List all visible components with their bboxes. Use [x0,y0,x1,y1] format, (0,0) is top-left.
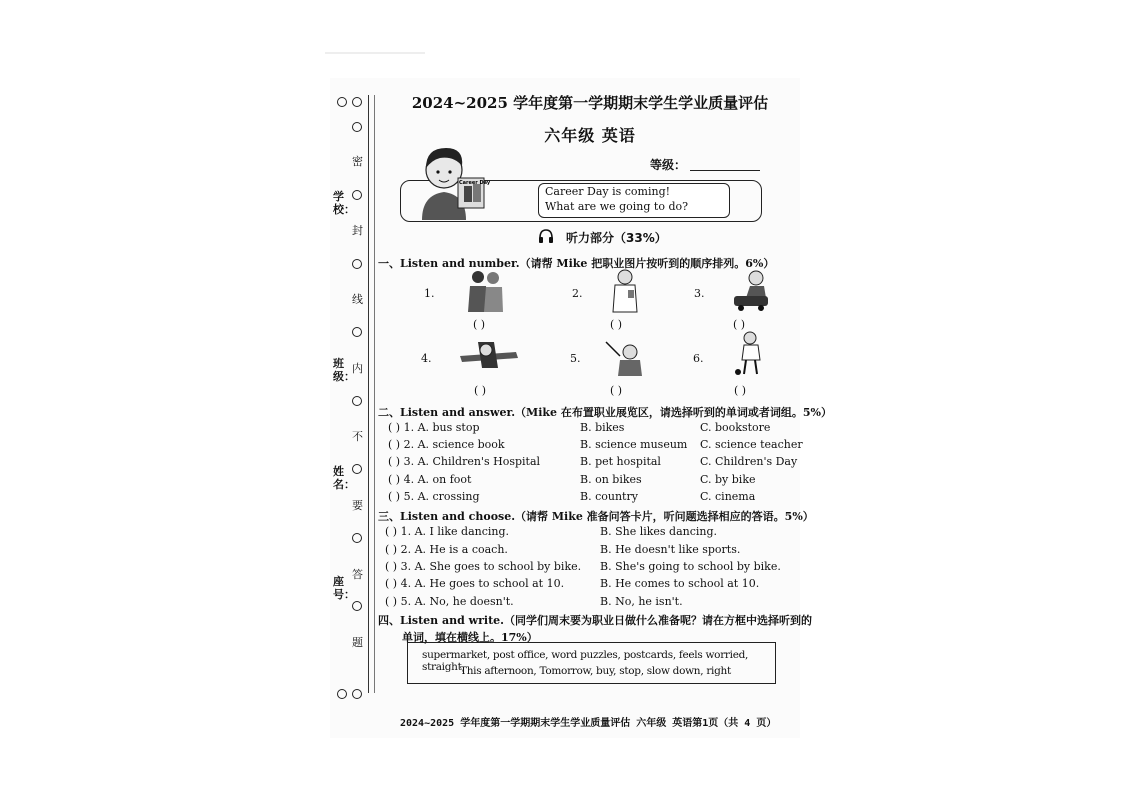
grade-field[interactable] [690,170,760,171]
binding-circle [352,396,362,406]
headphone-icon [538,228,554,244]
school-label: 学校： [333,190,355,216]
name-label: 姓名： [333,465,355,491]
binding-circle [352,97,362,107]
driver-illustration [732,268,768,312]
item-number: 1. [424,287,435,300]
page-footer: 2024~2025 学年度第一学期期末学生学业质量评估 六年级 英语第1页（共 4 页） [400,718,777,729]
seal-char: 题 [352,636,363,649]
question-option-a[interactable]: ( ) 2. A. science book [388,438,505,451]
binding-circle [352,122,362,132]
question-option-b: B. pet hospital [580,455,661,468]
section-4-title-cont: 单词，填在横线上。17%） [402,631,538,644]
seal-char: 线 [352,293,363,306]
question-option-a[interactable]: ( ) 3. A. Children's Hospital [388,455,541,468]
binding-circle [352,464,362,474]
binding-circle [352,689,362,699]
question-option-a[interactable]: ( ) 5. A. No, he doesn't. [385,595,514,608]
section-1-title: 一、Listen and number.（请帮 Mike 把职业图片按听到的顺序排列。6%） [378,257,775,270]
seal-char: 封 [352,224,363,237]
seal-char: 答 [352,568,363,581]
binding-circle [352,533,362,543]
seal-char: 内 [352,362,363,375]
question-option-c: C. Children's Day [700,455,798,468]
pilot-illustration [458,336,520,374]
scientist-illustration [610,268,640,314]
question-option-b: B. science museum [580,438,688,451]
answer-bracket[interactable]: ( ) [734,384,747,397]
item-number: 5. [570,352,581,365]
banner-line-1: Career Day is coming! [545,185,671,198]
answer-bracket[interactable]: ( ) [610,384,623,397]
question-option-b: B. No, he isn't. [600,595,683,608]
item-number: 2. [572,287,583,300]
question-option-b: B. She's going to school by bike. [600,560,781,573]
exam-subtitle: 六年级 英语 [544,126,636,145]
question-option-a[interactable]: ( ) 3. A. She goes to school by bike. [385,560,582,573]
scan-mark [325,52,425,54]
grade-label: 等级： [650,158,687,172]
boy-with-book-illustration [414,140,491,220]
question-option-b: B. She likes dancing. [600,525,718,538]
doctor-patient-illustration [466,268,504,312]
question-option-a[interactable]: ( ) 1. A. I like dancing. [385,525,510,538]
exam-title: 2024~2025 学年度第一学期期末学生学业质量评估 [411,94,769,112]
question-option-a[interactable]: ( ) 5. A. crossing [388,490,480,503]
seal-char: 密 [352,155,363,168]
binding-circle [337,97,347,107]
listening-section-heading: 听力部分（33%） [566,231,667,245]
answer-bracket[interactable]: ( ) [610,318,623,331]
question-option-c: C. bookstore [700,421,771,434]
seat-number-label: 座号： [333,575,355,601]
question-option-b: B. on bikes [580,473,642,486]
section-2-title: 二、Listen and answer.（Mike 在布置职业展览区，请选择听到的单词或者词组。5%） [378,406,832,419]
item-number: 6. [693,352,704,365]
coach-illustration [734,330,766,376]
binding-line [368,95,369,693]
word-bank-line-2: This afternoon, Tomorrow, buy, stop, slow down, right [460,665,731,677]
seal-char: 要 [352,499,363,512]
binding-circle [352,601,362,611]
word-bank-box [407,642,776,684]
word-bank-line-1: supermarket, post office, word puzzles, postcards, feels worried, straight, [422,649,749,673]
seal-char: 不 [352,430,363,443]
binding-circle [352,327,362,337]
question-option-c: C. by bike [700,473,756,486]
binding-line [374,95,375,693]
item-number: 3. [694,287,705,300]
banner-line-2: What are we going to do? [545,200,689,213]
question-option-b: B. He doesn't like sports. [600,543,741,556]
section-4-title: 四、Listen and write.（同学们周末要为职业日做什么准备呢？请在方框中选择听到的 [378,614,813,627]
answer-bracket[interactable]: ( ) [733,318,746,331]
question-option-b: B. bikes [580,421,625,434]
class-label: 班级： [333,357,355,383]
question-option-c: C. cinema [700,490,756,503]
answer-bracket[interactable]: ( ) [473,318,486,331]
question-option-b: B. He comes to school at 10. [600,577,760,590]
question-option-c: C. science teacher [700,438,803,451]
question-option-a[interactable]: ( ) 2. A. He is a coach. [385,543,508,556]
binding-circle [352,259,362,269]
book-label: Career Day [459,180,491,186]
section-3-title: 三、Listen and choose.（请帮 Mike 准备问答卡片，听问题选择相应的答语。5%） [378,510,814,523]
teacher-illustration [604,340,646,376]
binding-circle [352,190,362,200]
question-option-b: B. country [580,490,638,503]
binding-circle [337,689,347,699]
question-option-a[interactable]: ( ) 4. A. He goes to school at 10. [385,577,565,590]
answer-bracket[interactable]: ( ) [474,384,487,397]
question-option-a[interactable]: ( ) 4. A. on foot [388,473,472,486]
item-number: 4. [421,352,432,365]
question-option-a[interactable]: ( ) 1. A. bus stop [388,421,480,434]
speech-bubble [538,183,730,218]
